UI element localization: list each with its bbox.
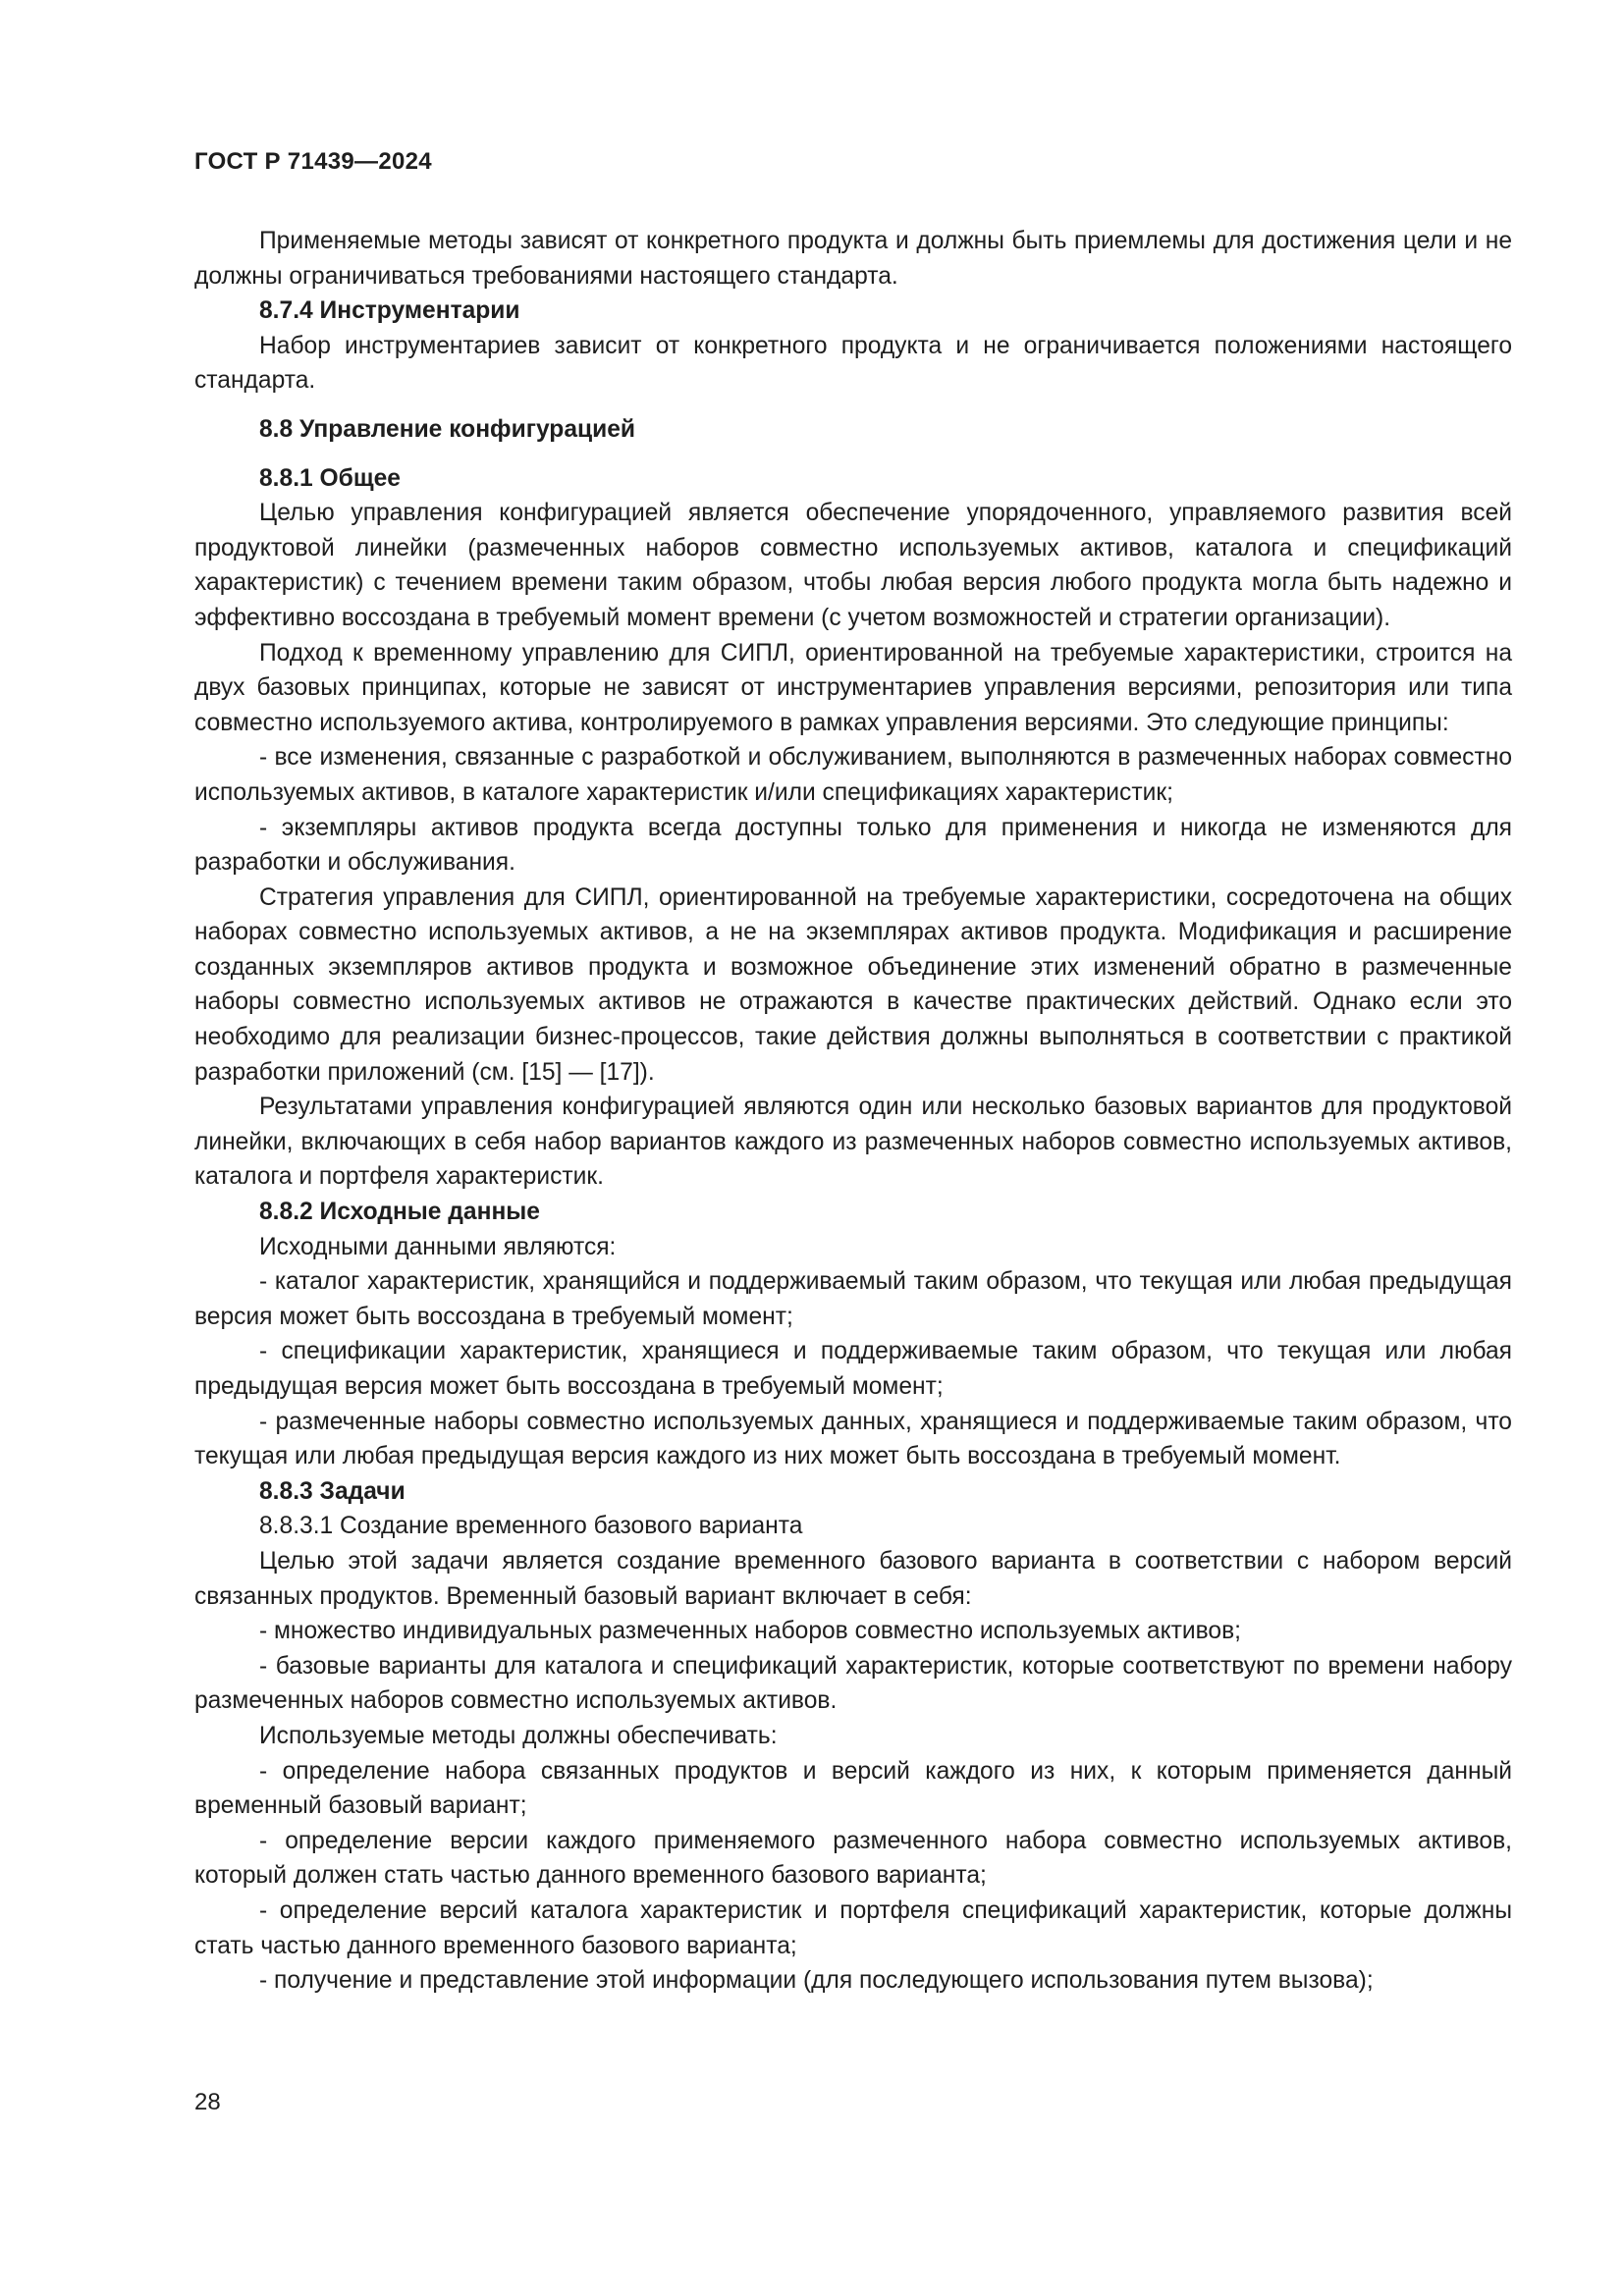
list-item: - определение версий каталога характеристик и портфеля спецификаций характеристик, которые должны стать частью данного временного базового варианта;: [194, 1896, 1512, 1959]
list-item: - получение и представление этой информации (для последующего использования путем вызова);: [259, 1967, 1374, 1995]
subsection-heading-8-8-3-1: 8.8.3.1 Создание временного базового варианта: [259, 1513, 803, 1540]
paragraph: Набор инструментариев зависит от конкретного продукта и не ограничивается положениями настоящего стандарта.: [194, 332, 1512, 395]
list-item: - каталог характеристик, хранящийся и поддерживаемый таким образом, что текущая или любая предыдущая версия может быть воссоздана в требуемый момент;: [194, 1268, 1512, 1330]
list-item: - все изменения, связанные с разработкой и обслуживанием, выполняются в размеченных наборах совместно используемых активов, в каталоге характеристик и/или спецификациях характеристик;: [194, 744, 1512, 806]
list-item: - множество индивидуальных размеченных наборов совместно используемых активов;: [259, 1618, 1242, 1645]
paragraph: Результатами управления конфигурацией являются один или несколько базовых вариантов для продуктовой линейки, включающих в себя набор вариантов каждого из размеченных наборов совместно используемых активов, каталога и портфеля характеристик.: [194, 1094, 1512, 1191]
page-number: 28: [194, 2089, 221, 2115]
list-item: - базовые варианты для каталога и спецификаций характеристик, которые соответствуют по времени набору размеченных наборов совместно используемых активов.: [194, 1652, 1512, 1715]
paragraph: Подход к временному управлению для СИПЛ, ориентированной на требуемые характеристики, строится на двух базовых принципах, которые не зависят от инструментариев управления версиями, репозитория или типа совместно используемого актива, контролируемого в рамках управления версиями. Это следующие принципы:: [194, 639, 1512, 736]
paragraph: Целью этой задачи является создание временного базового варианта в соответствии с набором версий связанных продуктов. Временный базовый вариант включает в себя:: [194, 1547, 1512, 1610]
paragraph: Целью управления конфигурацией является обеспечение упорядоченного, управляемого развития всей продуктовой линейки (размеченных наборов совместно используемых активов, каталога и спецификаций характеристик) с течением времени таким образом, чтобы любая версия любого продукта могла быть надежно и эффективно воссоздана в требуемый момент времени (с учетом возможностей и стратегии организации).: [194, 500, 1512, 631]
list-item: - определение версии каждого применяемого размеченного набора совместно используемых активов, который должен стать частью данного временного базового варианта;: [194, 1827, 1512, 1890]
paragraph: Применяемые методы зависят от конкретного продукта и должны быть приемлемы для достижения цели и не должны ограничиваться требованиями настоящего стандарта.: [194, 228, 1512, 290]
list-item: - определение набора связанных продуктов и версий каждого из них, к которым применяется данный временный базовый вариант;: [194, 1757, 1512, 1820]
section-heading-8-8-2: 8.8.2 Исходные данные: [259, 1199, 540, 1226]
paragraph: Исходными данными являются:: [259, 1233, 617, 1260]
standard-header: ГОСТ Р 71439—2024: [194, 148, 432, 175]
section-heading-8-8-3: 8.8.3 Задачи: [259, 1477, 406, 1505]
list-item: - размеченные наборы совместно используемых данных, хранящиеся и поддерживаемые таким образом, что текущая или любая предыдущая версия каждого из них может быть воссоздана в требуемый момент.: [194, 1408, 1512, 1470]
paragraph: Стратегия управления для СИПЛ, ориентированной на требуемые характеристики, сосредоточена на общих наборах совместно используемых активов, а не на экземплярах активов продукта. Модификация и расширение созданных экземпляров активов продукта и возможное объединение этих изменений обратно в размеченные наборы совместно используемых активов не отражаются в качестве практических действий. Однако если это необходимо для реализации бизнес-процессов, такие действия должны выполняться в соответствии с практикой разработки приложений (см. [15] — [17]).: [194, 883, 1512, 1086]
paragraph: Используемые методы должны обеспечивать:: [259, 1722, 778, 1749]
section-heading-8-7-4: 8.7.4 Инструментарии: [259, 297, 520, 325]
document-body: [194, 224, 1512, 1999]
section-heading-8-8: 8.8 Управление конфигурацией: [259, 415, 636, 443]
list-item: - спецификации характеристик, хранящиеся и поддерживаемые таким образом, что текущая или любая предыдущая версия может быть воссоздана в требуемый момент;: [194, 1338, 1512, 1400]
list-item: - экземпляры активов продукта всегда доступны только для применения и никогда не изменяются для разработки и обслуживания.: [194, 814, 1512, 877]
section-heading-8-8-1: 8.8.1 Общее: [259, 464, 401, 492]
